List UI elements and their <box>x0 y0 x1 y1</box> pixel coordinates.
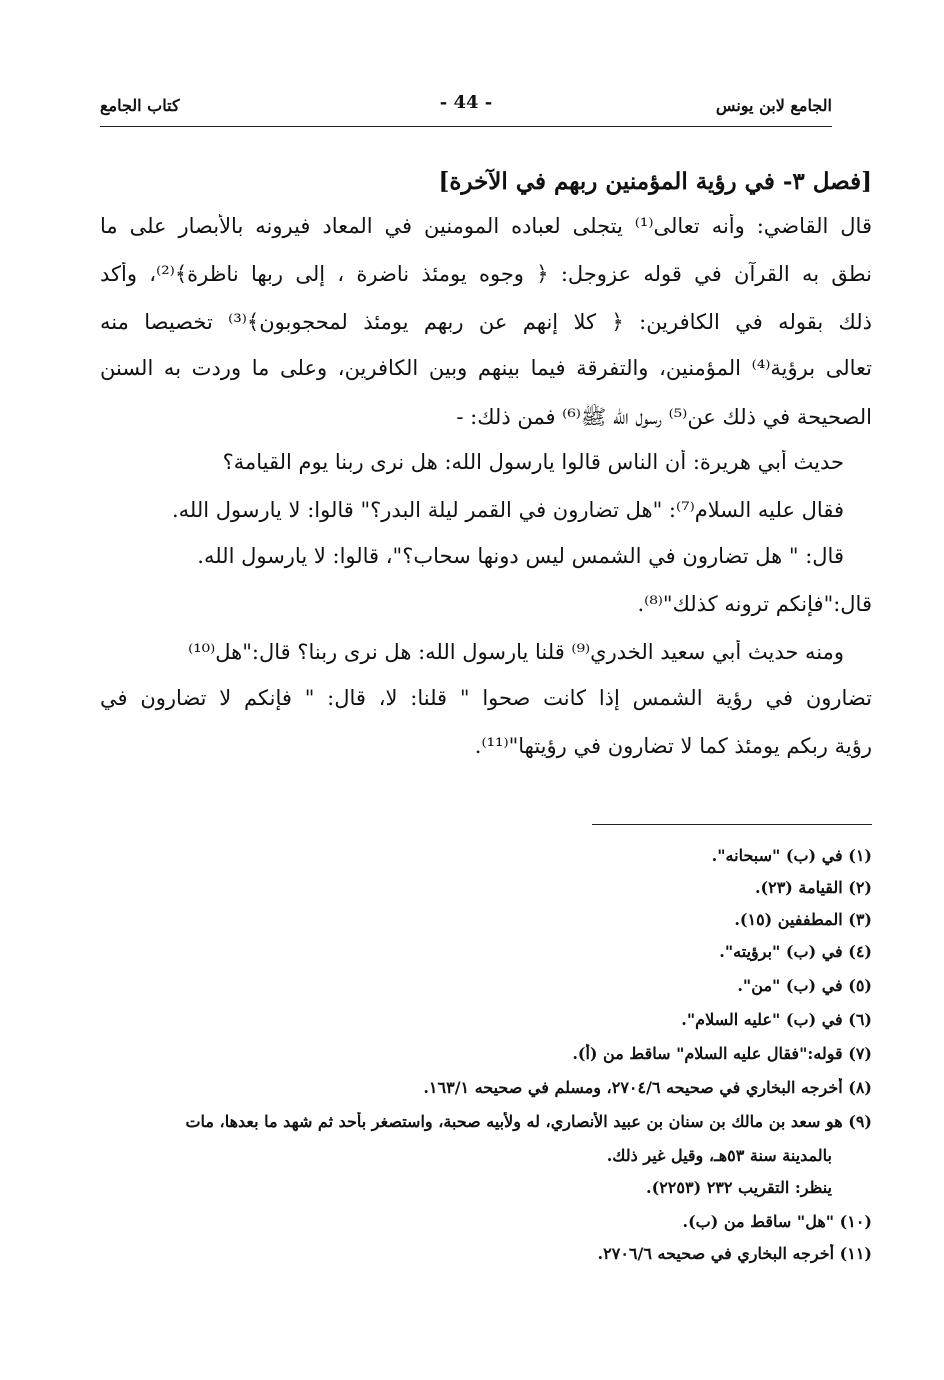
text-line: نطق به القرآن في قوله عزوجل: ﴿ وجوه يومئذ ناضرة ، إلى ربها ناظرة﴾⁽²⁾، وأكد <box>100 262 872 286</box>
page-number: - 44 - <box>439 92 493 113</box>
footnote: (٥) في (ب) "من". <box>737 976 872 995</box>
footnote: (٨) أخرجه البخاري في صحيحه ٢٧٠٤/٦، ومسلم في صحيحه ١٦٣/١. <box>423 1078 872 1097</box>
text-line: ومنه حديث أبي سعيد الخدري⁽⁹⁾ قلنا يارسول الله: هل نرى ربنا؟ قال:"هل⁽¹⁰⁾ <box>188 640 844 664</box>
text-line: تضارون في رؤية الشمس إذا كانت صحوا " قلنا: لا، قال: " فإنكم لا تضارون في <box>100 686 872 710</box>
footnote: (٦) في (ب) "عليه السلام". <box>681 1010 872 1029</box>
text-line: رؤية ربكم يومئذ كما لا تضارون في رؤيتها"⁽¹¹⁾. <box>474 734 872 758</box>
header-section-name: كتاب الجامع <box>100 96 180 115</box>
footnote: (١١) أخرجه البخاري في صحيحه ٢٧٠٦/٦. <box>597 1244 872 1263</box>
footnote: (٧) قوله:"فقال عليه السلام" ساقط من (أ). <box>572 1044 872 1063</box>
text-line: قال: " هل تضارون في الشمس ليس دونها سحاب؟"، قالوا: لا يارسول الله. <box>197 544 844 568</box>
text-line: ذلك بقوله في الكافرين: ﴿ كلا إنهم عن ربهم يومئذ لمحجوبون﴾⁽³⁾ تخصيصا منه <box>100 310 872 334</box>
footnote: (١) في (ب) "سبحانه". <box>711 846 872 865</box>
footnote: (٤) في (ب) "برؤيته". <box>719 942 872 961</box>
footnote: (٣) المطففين (١٥). <box>734 910 872 929</box>
footnote: (٢) القيامة (٢٣). <box>754 878 872 897</box>
footnote-continuation: ينظر: التقريب ٢٣٢ (٢٢٥٣). <box>646 1178 832 1197</box>
text-line: قال:"فإنكم ترونه كذلك"⁽⁸⁾. <box>637 592 872 616</box>
text-line: الصحيحة في ذلك عن⁽⁵⁾ رسول الله ﷺ⁽⁶⁾ فمن ذلك: - <box>456 405 872 429</box>
footnote: (٩) هو سعد بن مالك بن سنان بن عبيد الأنصاري، له ولأبيه صحبة، واستصغر بأحد ثم شهد ما بعدها، مات <box>185 1112 872 1131</box>
text-line: تعالى برؤية⁽⁴⁾ المؤمنين، والتفرقة فيما بينهم وبين الكافرين، وعلى ما وردت به السنن <box>100 356 872 380</box>
section-title: [فصل ٣- في رؤية المؤمنين ربهم في الآخرة] <box>438 168 872 195</box>
text-line: قال القاضي: وأنه تعالى⁽¹⁾ يتجلى لعباده المومنين في المعاد فيرونه بالأبصار على ما <box>100 214 872 238</box>
footnote: (١٠) "هل" ساقط من (ب). <box>682 1212 872 1231</box>
text-line: حديث أبي هريرة: أن الناس قالوا يارسول الله: هل نرى ربنا يوم القيامة؟ <box>222 450 844 474</box>
header-rule <box>100 126 832 127</box>
running-header <box>100 92 832 124</box>
footnote-continuation: بالمدينة سنة ٥٣هـ، وقيل غير ذلك. <box>606 1146 832 1165</box>
footnote-rule <box>592 824 872 825</box>
header-book-author: الجامع لابن يونس <box>715 96 832 115</box>
text-line: فقال عليه السلام⁽⁷⁾: "هل تضارون في القمر ليلة البدر؟" قالوا: لا يارسول الله. <box>172 498 844 522</box>
